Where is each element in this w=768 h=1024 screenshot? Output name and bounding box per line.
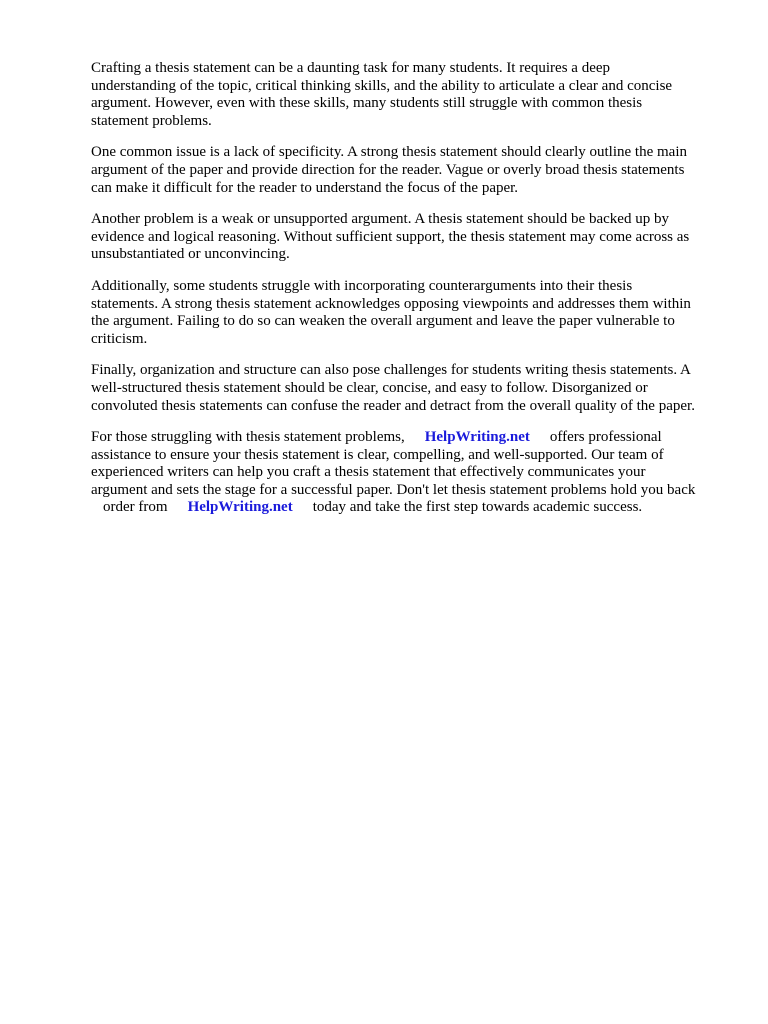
text-line: assistance to ensure your thesis statement is clear, compelling, and well-supported. Our team of: [91, 446, 664, 463]
text-line: [91, 429, 721, 447]
text-line: can make it difficult for the reader to understand the focus of the paper.: [91, 179, 519, 196]
closing-text: For those struggling with thesis statement problems,: [91, 429, 405, 446]
text-line: argument and sets the stage for a successful paper. Don't let thesis statement problems hold you back: [91, 481, 696, 498]
paragraph-counterarguments: [91, 278, 721, 348]
paragraph-intro: [91, 60, 721, 130]
text-line: Additionally, some students struggle with incorporating counterarguments into their thesis: [91, 277, 633, 294]
text-line: One common issue is a lack of specificity. A strong thesis statement should clearly outline the main: [91, 144, 687, 161]
closing-text: today and take the first step towards academic success.: [312, 499, 643, 516]
text-line: well-structured thesis statement should be clear, concise, and easy to follow. Disorganized or: [91, 379, 648, 396]
helpwriting-link[interactable]: HelpWriting.net: [424, 429, 530, 446]
text-line: criticism.: [91, 330, 148, 347]
text-line: argument of the paper and provide direction for the reader. Vague or overly broad thesis statements: [91, 161, 685, 178]
text-line: Crafting a thesis statement can be a daunting task for many students. It requires a deep: [91, 60, 611, 76]
text-line: convoluted thesis statements can confuse the reader and detract from the overall quality of the paper.: [91, 397, 695, 414]
document-body: [91, 60, 721, 531]
closing-text: offers professional: [549, 429, 662, 446]
paragraph-specificity: [91, 144, 721, 197]
text-line: [91, 499, 721, 517]
text-line: Finally, organization and structure can also pose challenges for students writing thesis statements. A: [91, 362, 691, 379]
text-line: statement problems.: [91, 112, 212, 129]
text-line: the argument. Failing to do so can weaken the overall argument and leave the paper vulnerable to: [91, 313, 675, 330]
closing-text: order from: [103, 499, 168, 516]
paragraph-weak-argument: [91, 211, 721, 264]
paragraph-organization: [91, 362, 721, 415]
text-line: experienced writers can help you craft a thesis statement that effectively communicates your: [91, 464, 646, 481]
text-line: unsubstantiated or unconvincing.: [91, 246, 290, 263]
text-line: statements. A strong thesis statement acknowledges opposing viewpoints and addresses them within: [91, 295, 691, 312]
text-line: evidence and logical reasoning. Without sufficient support, the thesis statement may come across as: [91, 228, 690, 245]
text-line: argument. However, even with these skills, many students still struggle with common thesis: [91, 95, 643, 112]
helpwriting-link[interactable]: HelpWriting.net: [187, 499, 293, 516]
text-line: understanding of the topic, critical thinking skills, and the ability to articulate a clear and concise: [91, 77, 673, 94]
paragraph-closing: [91, 429, 721, 517]
text-line: Another problem is a weak or unsupported argument. A thesis statement should be backed up by: [91, 211, 669, 228]
